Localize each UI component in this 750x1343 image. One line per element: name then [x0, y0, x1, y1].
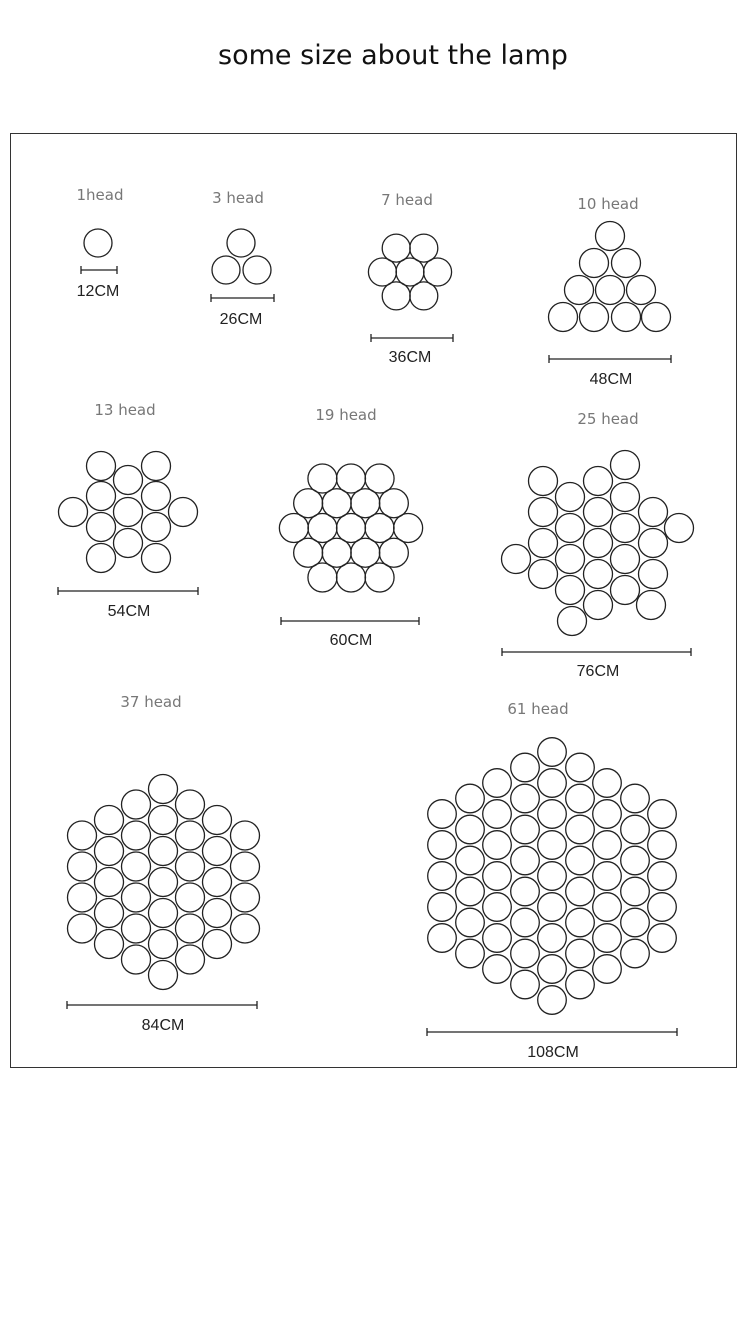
- dimension-line: [281, 617, 419, 625]
- lamp-head-circle: [538, 955, 567, 984]
- lamp-head-circle: [428, 800, 457, 829]
- lamp-head-circle: [308, 563, 337, 592]
- lamp-head-circle: [456, 846, 485, 875]
- lamp-head-circle: [627, 276, 656, 305]
- lamp-head-circle: [428, 831, 457, 860]
- lamp-head-circle: [322, 538, 351, 567]
- lamp-head-circle: [394, 514, 423, 543]
- lamp-head-circle: [212, 256, 240, 284]
- lamp-head-circle: [538, 831, 567, 860]
- lamp-head-circle: [308, 464, 337, 493]
- lamp-head-circle: [538, 769, 567, 798]
- group-label: 3 head: [212, 189, 264, 207]
- lamp-head-circle: [95, 837, 124, 866]
- lamp-head-circle: [294, 489, 323, 518]
- lamp-head-circle: [337, 514, 366, 543]
- lamp-head-circle: [322, 489, 351, 518]
- lamp-head-circle: [566, 846, 595, 875]
- group-size: 108CM: [527, 1044, 579, 1061]
- lamp-head-circle: [584, 467, 613, 496]
- lamp-head-circle: [556, 576, 585, 605]
- lamp-head-circle: [556, 514, 585, 543]
- lamp-head-circle: [529, 560, 558, 589]
- lamp-head-circle: [149, 868, 178, 897]
- lamp-head-circle: [294, 538, 323, 567]
- lamp-head-circle: [580, 249, 609, 278]
- lamp-head-circle: [176, 883, 205, 912]
- lamp-head-circle: [176, 852, 205, 881]
- lamp-head-circle: [87, 544, 116, 573]
- lamp-head-circle: [639, 560, 668, 589]
- lamp-head-circle: [87, 452, 116, 481]
- lamp-head-circle: [593, 862, 622, 891]
- lamp-head-circle: [122, 945, 151, 974]
- lamp-head-circle: [558, 607, 587, 636]
- lamp-head-circle: [611, 483, 640, 512]
- lamp-head-circle: [538, 893, 567, 922]
- lamp-head-circle: [593, 924, 622, 953]
- lamp-head-circle: [621, 815, 650, 844]
- lamp-head-circle: [149, 837, 178, 866]
- lamp-head-circle: [593, 831, 622, 860]
- lamp-head-circle: [428, 924, 457, 953]
- lamp-head-circle: [596, 276, 625, 305]
- lamp-head-circle: [566, 970, 595, 999]
- lamp-head-circle: [593, 955, 622, 984]
- lamp-head-circle: [122, 790, 151, 819]
- lamp-head-circle: [549, 303, 578, 332]
- lamp-head-circle: [648, 893, 677, 922]
- lamp-head-circle: [142, 482, 171, 511]
- lamp-head-circle: [68, 852, 97, 881]
- lamp-head-circle: [456, 815, 485, 844]
- group-size: 26CM: [219, 311, 263, 328]
- lamp-head-circle: [379, 538, 408, 567]
- lamp-head-circle: [114, 466, 143, 495]
- group-size: 12CM: [76, 283, 120, 300]
- lamp-head-circle: [203, 868, 232, 897]
- lamp-head-circle: [428, 893, 457, 922]
- lamp-head-circle: [203, 806, 232, 835]
- lamp-head-circle: [203, 899, 232, 928]
- lamp-head-circle: [149, 806, 178, 835]
- dimension-line: [502, 648, 691, 656]
- dimension-line: [549, 355, 671, 363]
- lamp-head-circle: [621, 877, 650, 906]
- lamp-head-circle: [483, 893, 512, 922]
- group-label: 25 head: [577, 410, 639, 428]
- dimension-line: [67, 1001, 257, 1009]
- page-title: some size about the lamp: [218, 40, 568, 71]
- lamp-head-circle: [593, 800, 622, 829]
- lamp-head-circle: [142, 544, 171, 573]
- lamp-head-circle: [122, 914, 151, 943]
- group-size: 36CM: [388, 349, 432, 366]
- lamp-head-circle: [68, 883, 97, 912]
- lamp-head-circle: [122, 852, 151, 881]
- lamp-head-circle: [95, 930, 124, 959]
- lamp-head-circle: [642, 303, 671, 332]
- lamp-head-circle: [639, 529, 668, 558]
- group-label: 10 head: [577, 195, 639, 213]
- lamp-head-circle: [456, 877, 485, 906]
- lamp-head-circle: [593, 893, 622, 922]
- lamp-head-circle: [149, 775, 178, 804]
- lamp-head-circle: [529, 529, 558, 558]
- lamp-head-circle: [365, 464, 394, 493]
- lamp-head-circle: [511, 846, 540, 875]
- dimension-line: [211, 294, 274, 302]
- lamp-head-circle: [203, 837, 232, 866]
- dimension-line: [427, 1028, 677, 1036]
- lamp-head-circle: [114, 529, 143, 558]
- lamp-head-circle: [511, 908, 540, 937]
- lamp-head-circle: [538, 986, 567, 1015]
- lamp-head-circle: [176, 790, 205, 819]
- lamp-head-circle: [566, 784, 595, 813]
- lamp-head-circle: [351, 538, 380, 567]
- group-label: 13 head: [94, 401, 156, 419]
- group-label: 61 head: [507, 700, 569, 718]
- lamp-head-circle: [122, 821, 151, 850]
- lamp-head-circle: [142, 513, 171, 542]
- lamp-head-circle: [84, 229, 112, 257]
- dimension-line: [371, 334, 453, 342]
- lamp-head-circle: [648, 831, 677, 860]
- lamp-head-circle: [483, 924, 512, 953]
- lamp-head-circle: [538, 862, 567, 891]
- lamp-head-circle: [511, 815, 540, 844]
- lamp-head-circle: [556, 545, 585, 574]
- lamp-head-circle: [511, 753, 540, 782]
- lamp-head-circle: [231, 821, 260, 850]
- lamp-head-circle: [337, 563, 366, 592]
- dimension-line: [58, 587, 198, 595]
- lamp-head-circle: [621, 846, 650, 875]
- group-label: 7 head: [381, 191, 433, 209]
- lamp-head-circle: [566, 753, 595, 782]
- lamp-head-circle: [566, 939, 595, 968]
- lamp-head-circle: [637, 591, 666, 620]
- lamp-head-circle: [665, 514, 694, 543]
- lamp-head-circle: [529, 498, 558, 527]
- lamp-head-circle: [176, 945, 205, 974]
- lamp-head-circle: [593, 769, 622, 798]
- lamp-head-circle: [176, 821, 205, 850]
- lamp-head-circle: [203, 930, 232, 959]
- lamp-head-circle: [176, 914, 205, 943]
- lamp-head-circle: [556, 483, 585, 512]
- lamp-head-circle: [122, 883, 151, 912]
- lamp-head-circle: [149, 930, 178, 959]
- lamp-head-circle: [95, 806, 124, 835]
- lamp-head-circle: [538, 738, 567, 767]
- group-size: 60CM: [329, 632, 373, 649]
- lamp-head-circle: [566, 908, 595, 937]
- lamp-head-circle: [456, 939, 485, 968]
- lamp-head-circle: [483, 769, 512, 798]
- lamp-head-circle: [149, 961, 178, 990]
- lamp-head-circle: [621, 908, 650, 937]
- lamp-head-circle: [68, 914, 97, 943]
- group-size: 48CM: [589, 371, 633, 388]
- lamp-head-circle: [95, 899, 124, 928]
- lamp-head-circle: [114, 498, 143, 527]
- lamp-head-circle: [149, 899, 178, 928]
- group-size: 84CM: [141, 1017, 185, 1034]
- lamp-head-circle: [584, 591, 613, 620]
- lamp-head-circle: [538, 924, 567, 953]
- lamp-head-circle: [511, 939, 540, 968]
- lamp-head-circle: [584, 560, 613, 589]
- group-label: 19 head: [315, 406, 377, 424]
- group-size: 54CM: [107, 603, 151, 620]
- lamp-head-circle: [538, 800, 567, 829]
- lamp-head-circle: [456, 784, 485, 813]
- lamp-head-circle: [227, 229, 255, 257]
- lamp-head-circle: [621, 784, 650, 813]
- lamp-head-circle: [483, 800, 512, 829]
- group-label: 37 head: [120, 693, 182, 711]
- lamp-head-circle: [502, 545, 531, 574]
- lamp-head-circle: [612, 303, 641, 332]
- lamp-head-circle: [511, 970, 540, 999]
- lamp-head-circle: [584, 498, 613, 527]
- lamp-head-circle: [308, 514, 337, 543]
- lamp-head-circle: [379, 489, 408, 518]
- lamp-head-circle: [365, 563, 394, 592]
- lamp-head-circle: [639, 498, 668, 527]
- lamp-head-circle: [566, 815, 595, 844]
- lamp-head-circle: [424, 258, 452, 286]
- lamp-head-circle: [612, 249, 641, 278]
- lamp-head-circle: [511, 784, 540, 813]
- lamp-head-circle: [87, 482, 116, 511]
- lamp-head-circle: [596, 222, 625, 251]
- lamp-head-circle: [566, 877, 595, 906]
- lamp-head-circle: [621, 939, 650, 968]
- lamp-head-circle: [529, 467, 558, 496]
- lamp-head-circle: [611, 576, 640, 605]
- lamp-head-circle: [351, 489, 380, 518]
- lamp-head-circle: [611, 451, 640, 480]
- lamp-head-circle: [483, 955, 512, 984]
- lamp-head-circle: [648, 800, 677, 829]
- lamp-head-circle: [365, 514, 394, 543]
- lamp-head-circle: [231, 883, 260, 912]
- lamp-head-circle: [648, 862, 677, 891]
- group-size: 76CM: [576, 663, 620, 680]
- lamp-head-circle: [648, 924, 677, 953]
- lamp-head-circle: [565, 276, 594, 305]
- dimension-line: [81, 266, 117, 274]
- lamp-head-circle: [243, 256, 271, 284]
- lamp-head-circle: [483, 831, 512, 860]
- lamp-head-circle: [584, 529, 613, 558]
- group-label: 1head: [76, 186, 124, 204]
- lamp-head-circle: [87, 513, 116, 542]
- lamp-head-circle: [169, 498, 198, 527]
- lamp-head-circle: [511, 877, 540, 906]
- lamp-head-circle: [428, 862, 457, 891]
- lamp-head-circle: [231, 914, 260, 943]
- lamp-head-circle: [611, 545, 640, 574]
- lamp-head-circle: [142, 452, 171, 481]
- lamp-head-circle: [337, 464, 366, 493]
- lamp-head-circle: [456, 908, 485, 937]
- lamp-head-circle: [59, 498, 88, 527]
- lamp-head-circle: [279, 514, 308, 543]
- lamp-head-circle: [68, 821, 97, 850]
- lamp-head-circle: [580, 303, 609, 332]
- lamp-head-circle: [231, 852, 260, 881]
- lamp-head-circle: [611, 514, 640, 543]
- lamp-head-circle: [95, 868, 124, 897]
- lamp-head-circle: [483, 862, 512, 891]
